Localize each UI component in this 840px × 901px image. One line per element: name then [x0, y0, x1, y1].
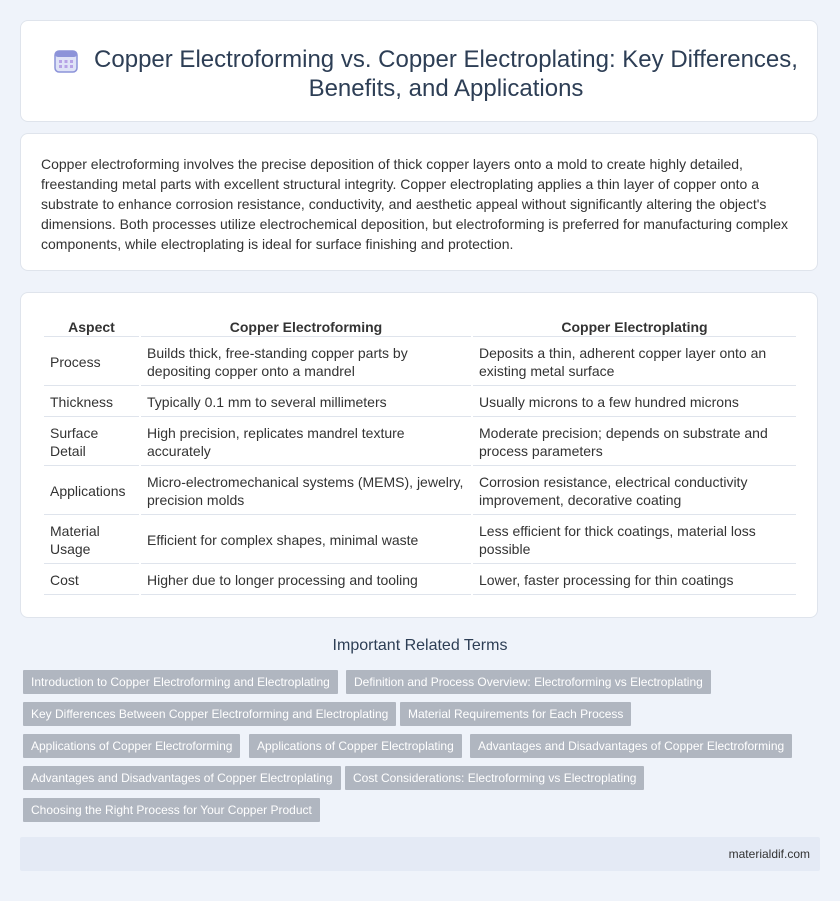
table-header-row [44, 314, 796, 337]
aspect-cell: Cost [44, 566, 139, 595]
related-term-tag[interactable]: Definition and Process Overview: Electroforming vs Electroplating [346, 670, 711, 694]
electroplating-cell: Corrosion resistance, electrical conductivity improvement, decorative coating [473, 468, 796, 515]
aspect-cell: Thickness [44, 388, 139, 417]
table-row [44, 517, 796, 564]
electroforming-cell: High precision, replicates mandrel texture accurately [141, 419, 471, 466]
related-term-tag[interactable]: Advantages and Disadvantages of Copper Electroforming [470, 734, 792, 758]
related-term-tag[interactable]: Key Differences Between Copper Electroforming and Electroplating [23, 702, 396, 726]
electroplating-cell: Deposits a thin, adherent copper layer onto an existing metal surface [473, 339, 796, 386]
electroforming-cell: Higher due to longer processing and tooling [141, 566, 471, 595]
intro-paragraph: Copper electroforming involves the precise deposition of thick copper layers onto a mold to create highly detailed, freestanding metal parts with excellent structural integrity. Copper electroplating applies a thin layer of copper onto a substrate to enhance corrosion resistance, conductivity, and aesthetic appeal without significantly altering the object's dimensions. Both processes utilize electrochemical deposition, but electroforming is preferred for manufacturing complex components, while electroplating is ideal for surface finishing and protection. [41, 156, 789, 252]
page-title: Copper Electroforming vs. Copper Electroplating: Key Differences, Benefits, and Applications [94, 46, 798, 102]
related-term-tag[interactable]: Applications of Copper Electroforming [23, 734, 240, 758]
electroplating-cell: Usually microns to a few hundred microns [473, 388, 796, 417]
header-electroplating: Copper Electroplating [473, 314, 796, 337]
related-term-tag[interactable]: Advantages and Disadvantages of Copper Electroplating [23, 766, 341, 790]
footer-site-name[interactable]: materialdif.com [728, 847, 810, 861]
calendar-grid-icon [53, 48, 79, 74]
table-row [44, 468, 796, 515]
header-aspect: Aspect [44, 314, 139, 337]
electroplating-cell: Moderate precision; depends on substrate and process parameters [473, 419, 796, 466]
electroplating-cell: Lower, faster processing for thin coatings [473, 566, 796, 595]
electroforming-cell: Micro-electromechanical systems (MEMS), jewelry, precision molds [141, 468, 471, 515]
comparison-table [42, 312, 798, 597]
aspect-cell: Applications [44, 468, 139, 515]
electroforming-cell: Typically 0.1 mm to several millimeters [141, 388, 471, 417]
header-electroforming: Copper Electroforming [141, 314, 471, 337]
related-term-tag[interactable]: Introduction to Copper Electroforming and Electroplating [23, 670, 338, 694]
related-term-tag[interactable]: Cost Considerations: Electroforming vs Electroplating [345, 766, 644, 790]
related-terms-heading: Important Related Terms [332, 637, 508, 654]
table-row [44, 419, 796, 466]
comparison-card [20, 292, 818, 618]
electroplating-cell: Less efficient for thick coatings, material loss possible [473, 517, 796, 564]
table-row [44, 388, 796, 417]
intro-card [20, 133, 818, 271]
table-row [44, 566, 796, 595]
electroforming-cell: Efficient for complex shapes, minimal waste [141, 517, 471, 564]
title-card [20, 20, 818, 122]
related-term-tag[interactable]: Applications of Copper Electroplating [249, 734, 462, 758]
aspect-cell: Surface Detail [44, 419, 139, 466]
footer [20, 837, 820, 871]
electroforming-cell: Builds thick, free-standing copper parts by depositing copper onto a mandrel [141, 339, 471, 386]
aspect-cell: Process [44, 339, 139, 386]
table-row [44, 339, 796, 386]
related-term-tag[interactable]: Material Requirements for Each Process [400, 702, 631, 726]
aspect-cell: Material Usage [44, 517, 139, 564]
related-term-tag[interactable]: Choosing the Right Process for Your Copper Product [23, 798, 320, 822]
